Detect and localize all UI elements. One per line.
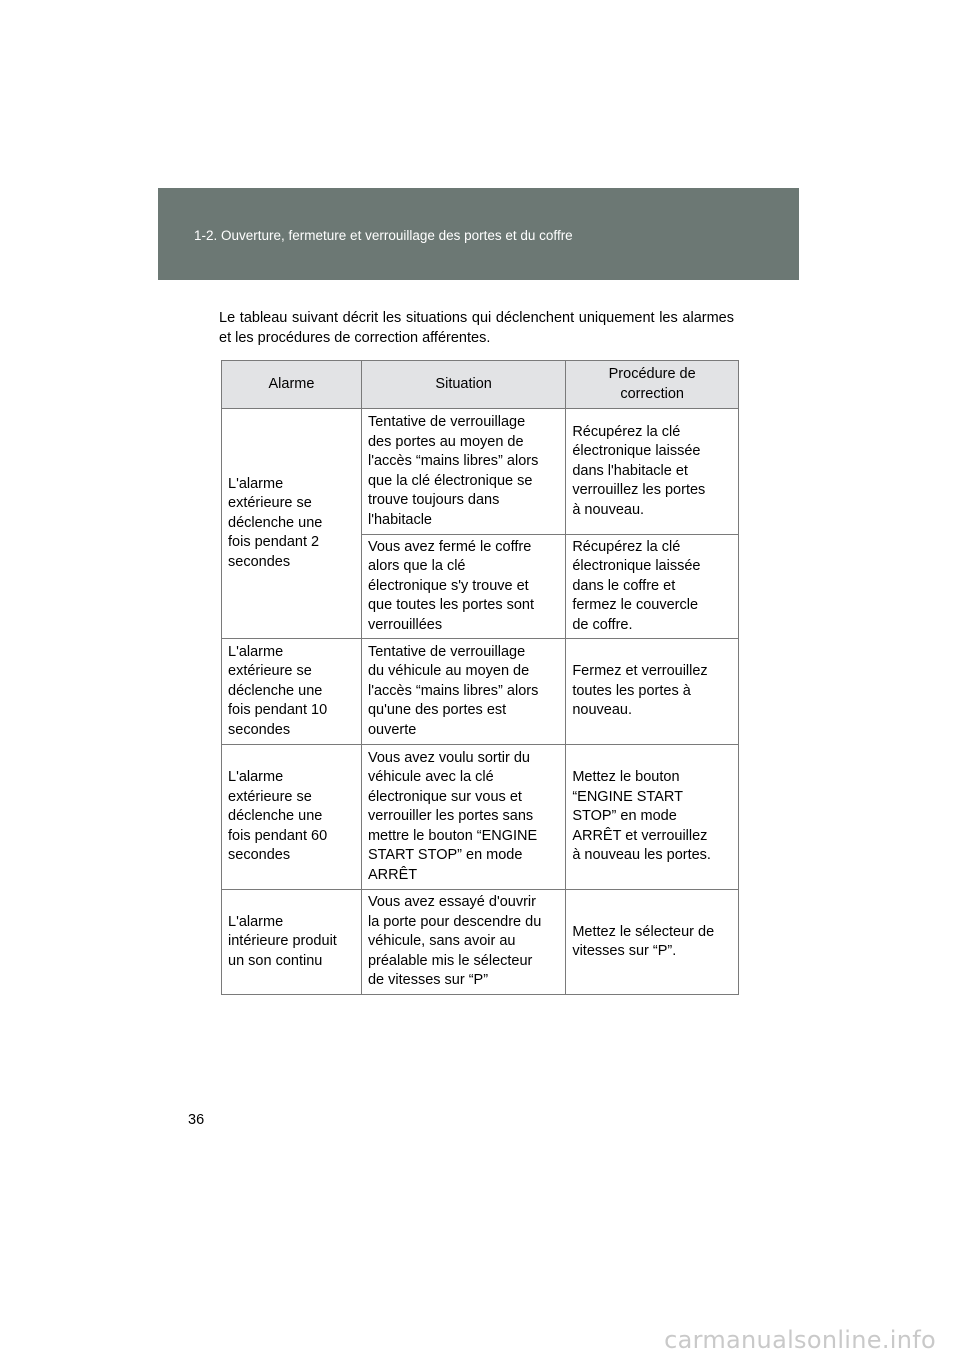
alarm-cell: L'alarme extérieure se déclenche une fois pendant 10 secondes (222, 639, 362, 745)
intro-paragraph: Le tableau suivant décrit les situations qui déclenchent uniquement les alarmes et les procédures de correction afférentes. (219, 310, 734, 346)
procedure-cell: Récupérez la clé électronique laissée dans le coffre et fermez le couvercle de coffre. (566, 535, 739, 639)
section-title: 1-2. Ouverture, fermeture et verrouillage des portes et du coffre (194, 228, 573, 243)
procedure-cell: Récupérez la clé électronique laissée dans l'habitacle et verrouillez les portes à nouveau. (566, 409, 739, 535)
table-row (222, 409, 739, 535)
situation-cell: Vous avez essayé d'ouvrir la porte pour descendre du véhicule, sans avoir au préalable mis le sélecteur de vitesses sur “P” (361, 890, 565, 995)
situation-cell: Tentative de verrouillage des portes au moyen de l'accès “mains libres” alors que la clé électronique se trouve toujours dans l'habitacle (361, 409, 565, 535)
alarm-cell: L'alarme extérieure se déclenche une fois pendant 2 secondes (222, 409, 362, 639)
table-row (222, 639, 739, 745)
procedure-cell: Mettez le sélecteur de vitesses sur “P”. (566, 890, 739, 995)
column-header-alarm: Alarme (222, 361, 362, 409)
situation-cell: Vous avez fermé le coffre alors que la clé électronique s'y trouve et que toutes les portes sont verrouillées (361, 535, 565, 639)
section-header-band (158, 188, 799, 280)
situation-cell: Tentative de verrouillage du véhicule au moyen de l'accès “mains libres” alors qu'une des portes est ouverte (361, 639, 565, 745)
alarm-table (221, 360, 739, 995)
column-header-procedure: Procédure de correction (566, 361, 739, 409)
procedure-cell: Mettez le bouton “ENGINE START STOP” en mode ARRÊT et verrouillez à nouveau les portes. (566, 745, 739, 890)
alarm-cell: L'alarme extérieure se déclenche une fois pendant 60 secondes (222, 745, 362, 890)
watermark-logo: carmanualsonline.info (664, 1326, 936, 1354)
page-number: 36 (188, 1112, 205, 1128)
procedure-cell: Fermez et verrouillez toutes les portes à nouveau. (566, 639, 739, 745)
alarm-cell: L'alarme intérieure produit un son continu (222, 890, 362, 995)
situation-cell: Vous avez voulu sortir du véhicule avec la clé électronique sur vous et verrouiller les portes sans mettre le bouton “ENGINE START STOP” en mode ARRÊT (361, 745, 565, 890)
table-header-row (222, 361, 739, 409)
column-header-situation: Situation (361, 361, 565, 409)
table-row (222, 890, 739, 995)
table-row (222, 745, 739, 890)
